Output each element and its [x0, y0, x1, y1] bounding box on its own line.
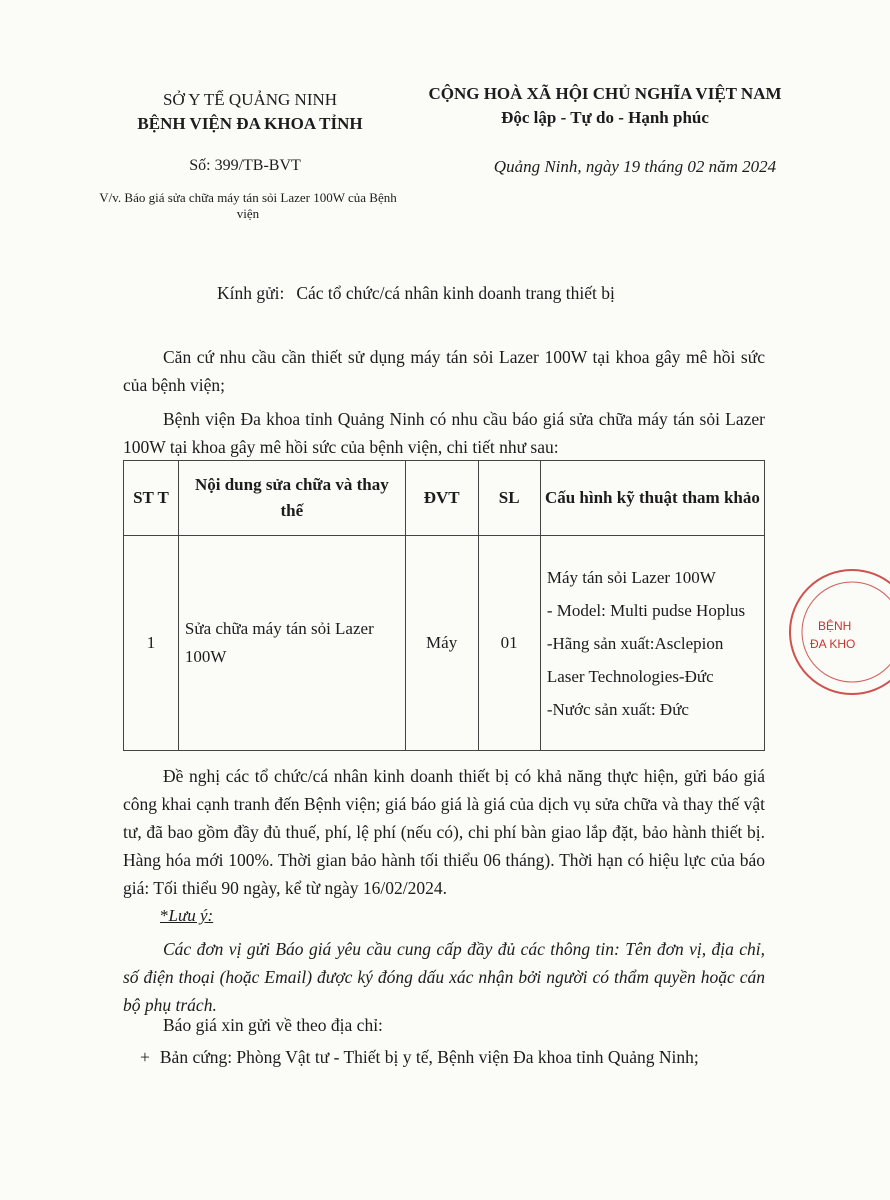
document-date: Quảng Ninh, ngày 19 tháng 02 năm 2024 — [493, 157, 777, 176]
paragraph-proposal: Đề nghị các tổ chức/cá nhân kinh doanh thiết bị có khả năng thực hiện, gửi báo giá công khai cạnh tranh đến Bệnh viện; giá báo giá là giá của dịch vụ sửa chữa và thay thế vật tư, đã bao gồm đầy đủ thuế, phí, lệ phí (nếu có), chi phí bàn giao lắp đặt, bảo hành thiết bị. Hàng hóa mới 100%. Thời gian bảo hành tối thiểu 06 tháng). Thời hạn có hiệu lực của báo giá: Tối thiểu 90 ngày, kể từ ngày 16/02/2024. — [123, 766, 765, 898]
paragraph-basis: Căn cứ nhu cầu cần thiết sử dụng máy tán sỏi Lazer 100W tại khoa gây mê hồi sức của bệnh viện; — [123, 347, 765, 395]
nation-title: CỘNG HOÀ XÃ HỘI CHỦ NGHĨA VIỆT NAM — [428, 84, 782, 103]
header-unit: ĐVT — [405, 461, 478, 536]
header-content: Nội dung sửa chữa và thay thế — [178, 461, 405, 536]
bullet-plus: + — [140, 1047, 150, 1067]
address-item — [140, 1047, 699, 1068]
header-nation — [400, 82, 810, 130]
note-heading — [160, 906, 213, 926]
cell-content: Sửa chữa máy tán sỏi Lazer 100W — [178, 536, 405, 751]
note-text: Các đơn vị gửi Báo giá yêu cầu cung cấp đầy đủ các thông tin: Tên đơn vị, địa chỉ, số điện thoại (hoặc Email) được ký đóng dấu xác nhận bởi người có thẩm quyền hoặc cán bộ phụ trách. — [123, 939, 765, 1015]
salutation — [217, 283, 615, 304]
cell-qty: 01 — [478, 536, 540, 751]
config-line: Máy tán sỏi Lazer 100W — [546, 567, 716, 587]
address-intro: Báo giá xin gửi về theo địa chỉ: — [163, 1015, 383, 1035]
official-seal-stamp — [780, 560, 890, 710]
stamp-text-line1: BỆNH — [818, 619, 852, 633]
header-stt: ST T — [124, 461, 179, 536]
org-hospital: BỆNH VIỆN ĐA KHOA TỈNH — [137, 114, 363, 133]
header-organization — [100, 88, 400, 136]
document-subject: V/v. Báo giá sửa chữa máy tán sỏi Lazer 100W của Bệnh viện — [99, 190, 397, 221]
cell-unit: Máy — [405, 536, 478, 751]
table-row — [124, 536, 765, 751]
org-department: SỞ Y TẾ QUẢNG NINH — [162, 90, 338, 109]
nation-motto: Độc lập - Tự do - Hạnh phúc — [501, 108, 709, 127]
document-number: Số: 399/TB-BVT — [189, 157, 301, 174]
cell-stt: 1 — [124, 536, 179, 751]
header-qty: SL — [478, 461, 540, 536]
paragraph-request: Bệnh viện Đa khoa tỉnh Quảng Ninh có nhu cầu báo giá sửa chữa máy tán sỏi Lazer 100W tại khoa gây mê hồi sức của bệnh viện, chi tiết như sau: — [123, 409, 765, 457]
config-line: -Nước sản xuất: Đức — [546, 699, 689, 719]
header-config: Cấu hình kỹ thuật tham khảo — [540, 461, 764, 536]
salutation-recipient: Các tổ chức/cá nhân kinh doanh trang thiết bị — [296, 283, 615, 303]
table-header-row — [124, 461, 765, 536]
config-line: - Model: Multi pudse Hoplus — [546, 600, 746, 620]
stamp-text-line2: ĐA KHO — [810, 637, 856, 651]
salutation-label: Kính gửi: — [217, 283, 285, 303]
config-line: -Hãng sản xuất:Asclepion Laser Technologies-Đức — [546, 633, 724, 686]
address-hardcopy: Bản cứng: Phòng Vật tư - Thiết bị y tế, Bệnh viện Đa khoa tỉnh Quảng Ninh; — [159, 1047, 699, 1067]
note-star: * — [160, 906, 169, 925]
cell-config — [540, 536, 764, 751]
note-label: Lưu ý: — [168, 906, 214, 925]
repair-spec-table — [123, 460, 765, 751]
